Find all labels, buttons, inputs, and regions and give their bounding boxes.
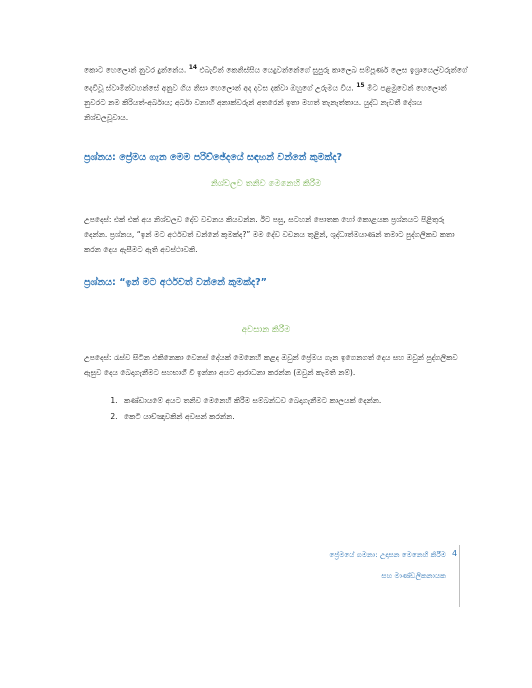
list-item: 1. කණ්ඩායමේ අයට තනිව මෙනෙහි කිරීම සම්බන්ධව බෙදාගැනීමට කාලයක් දෙන්න. (120, 393, 381, 409)
question-meaningful: ප්‍රශ්නය: “ඉන් මට අර්ථවත් වන්නේ කුමක්ද?” (84, 277, 267, 288)
list-item: 2. කෙටි යාච්ඤාවකින් අවසන් කරන්න. (120, 409, 381, 425)
advice-paragraph-2: උපදෙස්: රැස්ව සිටින එකිනෙකා වෙනස් දේයක් මෙනෙහි කළද ඔවුන් ප්‍රේමය ගැන ඉගෙනගත් දෙය සහ ඔවුන් පුද්ගලිකව ඇසුව දෙය බෙදාගැනීමට සහභාගී වී ඉන්නා අයට ආරාධනා කරන්න (ඔවුන් කැමති නම්). (84, 353, 458, 377)
footer-title-line1: ප්‍රේමයේ ගමනා: උදාසන මෙනෙහි කිරීම (329, 550, 446, 559)
page-number: 4 (452, 549, 458, 558)
footer-divider (459, 545, 460, 607)
intro-line1: කොට හෙලොන් නුවර දුන්නේය. (84, 65, 187, 75)
intro-line2: මීට පළමුවෙන් හෙලොන් නුවරට නම කිරියත්-අර්බාය; අර්බා වනාහි අනාක්වරුන් අතරෙන් ඉතා මහත් තැනැත්තාය. යුද්ධ නැවතී දේශය නිශ්චලවූවාය. (84, 83, 447, 123)
closing-steps-list (84, 393, 381, 425)
verse-ref-15: 15 (356, 81, 365, 89)
section-heading-closing: අවසාන කිරීම (241, 325, 291, 335)
intro-paragraph (84, 60, 468, 125)
question-love-chapter: ප්‍රශ්නය: ප්‍රේමය ගැන මෙම පරිච්ඡේදයේ සඳහන් වන්නේ කුමක්ද? (84, 152, 343, 163)
intro-line1b: එබැවින් කෙනිස්සිය යෙදුවන්නේගේ සුපුරු කාලෙබ සම්පූර්ණ ලෙස ඉශ්‍රායෙල්වරුන්ගේ දෙවිවූ ස්වාමීන්වහන්සේ අනුව ගිය නිසා හෙලොන් අද දවස දක්වා ඔහුගේ උරුමය විය. (84, 65, 468, 93)
footer-title-line2: සහ මාණ්ඩලිකනායක (381, 571, 446, 580)
section-heading-silent-meditation: නිශ්චලව තනිව මෙනෙහි කිරීම (210, 179, 322, 189)
advice-paragraph-1: උපදෙස්: එක් එක් අය නිශ්චලව දේව වචනය කියවන්න. ඊට පසු, සටහන් පොතක හෝ කොළයක ප්‍රශ්නයට පිළිතුරු දෙන්න. ප්‍රශ්නය, “ඉන් මට අර්ථවත් වන්නේ කුමක්ද?” මම දේව වචනය තුළින්, ශුද්ධාත්මයාණන් තමාට පුද්ගලිකව කතා කරන දෙය ඇසීමට ඇති අවස්ථාවකි. (84, 215, 455, 254)
verse-ref-14: 14 (188, 64, 198, 71)
